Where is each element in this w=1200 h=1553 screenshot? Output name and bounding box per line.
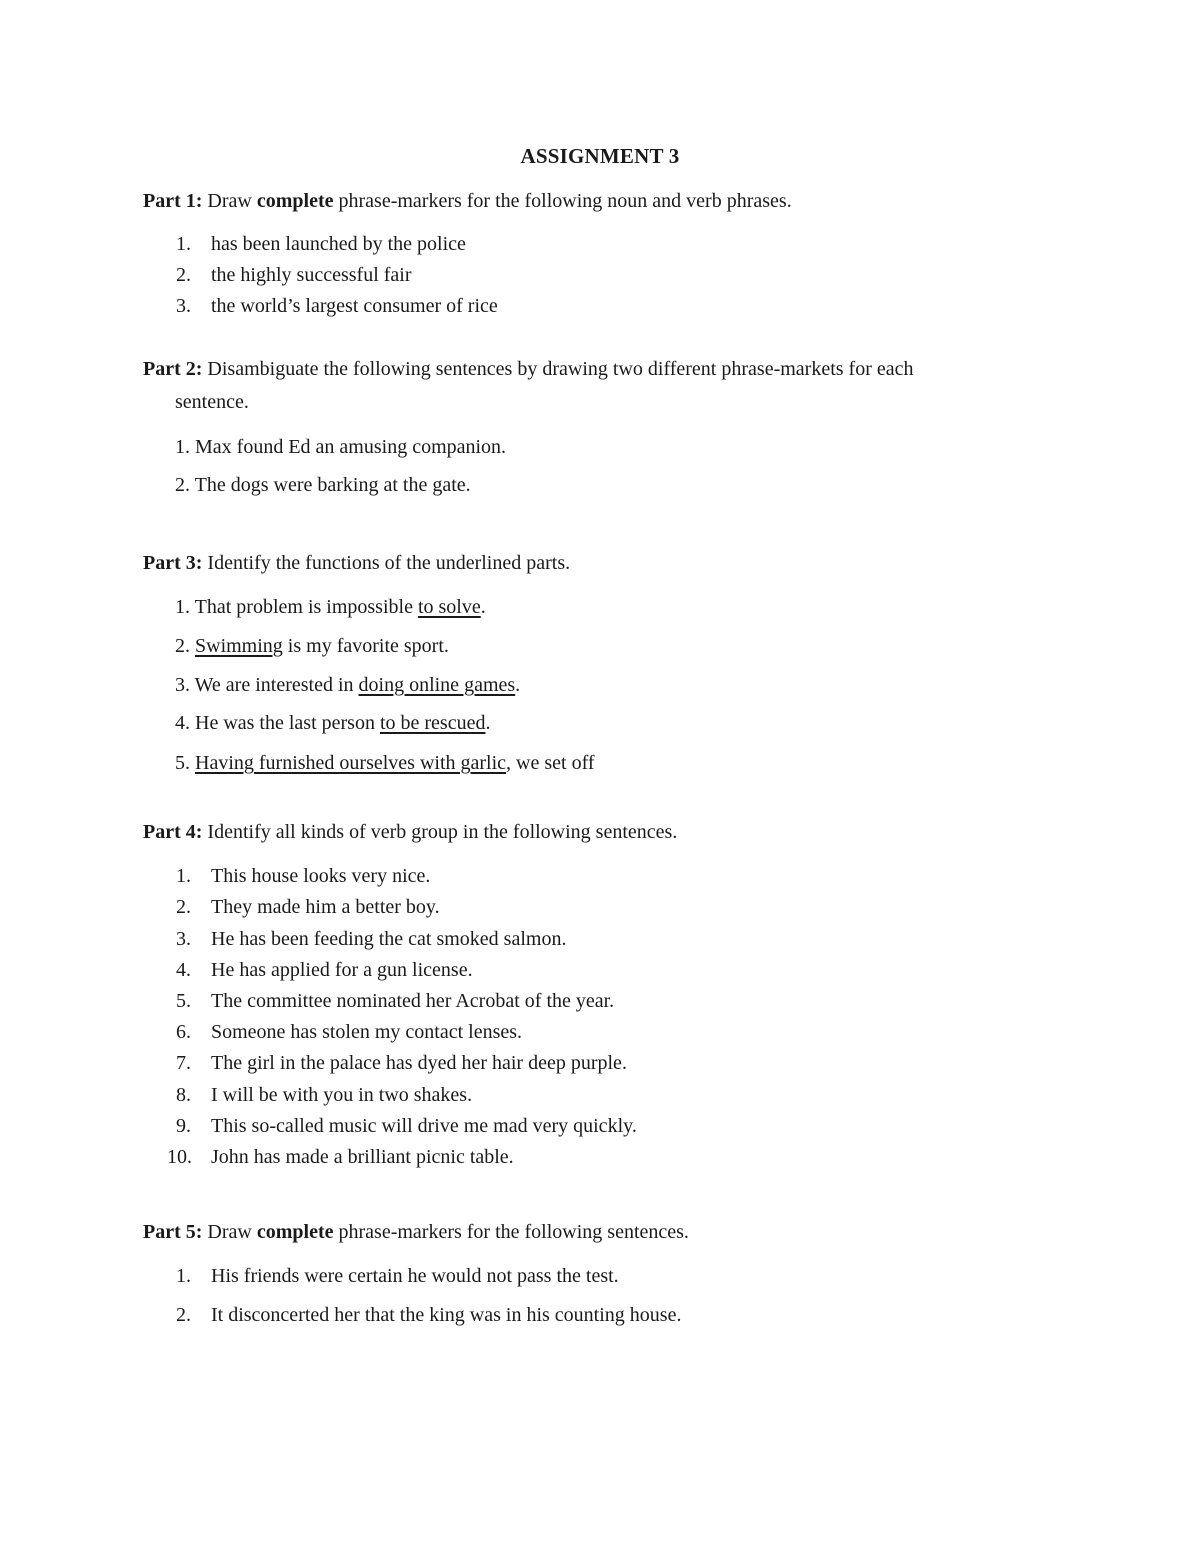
- list-item-number: 1.: [176, 865, 191, 887]
- part3-text: Identify the functions of the underlined parts.: [202, 552, 571, 574]
- part4-text: Identify all kinds of verb group in the following sentences.: [202, 821, 678, 843]
- item-text-post: .: [515, 674, 521, 696]
- part1-text-b: phrase-markers for the following noun and verb phrases.: [333, 190, 792, 212]
- part2-label: Part 2:: [143, 358, 203, 380]
- part2-instruction: [143, 356, 914, 382]
- part5-bold-word: complete: [256, 1221, 334, 1243]
- list-item: has been launched by the police: [211, 233, 466, 255]
- list-item-number: 8.: [176, 1084, 191, 1106]
- underlined-part: Swimming: [195, 635, 283, 657]
- item-text-post: , we set off: [506, 752, 595, 774]
- list-item-number: 4.: [176, 959, 191, 981]
- part2-instruction-continued: sentence.: [175, 391, 249, 413]
- item-text-post: .: [480, 596, 486, 618]
- list-item-number: 1.: [176, 1265, 191, 1287]
- part1-instruction: [143, 188, 792, 214]
- list-item-number: 2.: [176, 896, 191, 918]
- list-item-number: 3.: [176, 295, 191, 317]
- part1-label: Part 1:: [143, 190, 203, 212]
- underlined-part: Having furnished ourselves with garlic: [195, 752, 507, 774]
- item-text-pre: 4. He was the last person: [175, 712, 380, 734]
- list-item: He has been feeding the cat smoked salmon.: [211, 928, 567, 950]
- part3-label: Part 3:: [143, 552, 203, 574]
- underlined-part: to solve: [417, 596, 481, 618]
- item-text-pre: 1. That problem is impossible: [175, 596, 418, 618]
- list-item-number: 1.: [176, 233, 191, 255]
- list-item: This house looks very nice.: [211, 865, 431, 887]
- list-item: It disconcerted her that the king was in his counting house.: [211, 1304, 682, 1326]
- list-item: [175, 633, 449, 659]
- list-item: [175, 710, 490, 736]
- list-item-number: 7.: [176, 1052, 191, 1074]
- item-text-post: .: [485, 712, 491, 734]
- list-item: John has made a brilliant picnic table.: [211, 1146, 514, 1168]
- page-title: ASSIGNMENT 3: [520, 144, 680, 168]
- list-item: 1. Max found Ed an amusing companion.: [175, 436, 507, 458]
- part5-instruction: [143, 1219, 689, 1245]
- list-item-number: 2.: [176, 1304, 191, 1326]
- item-text-pre: 5.: [175, 752, 195, 774]
- list-item-number: 10.: [167, 1146, 192, 1168]
- list-item: [175, 594, 486, 620]
- list-item: The girl in the palace has dyed her hair deep purple.: [211, 1052, 627, 1074]
- part1-bold-word: complete: [256, 190, 334, 212]
- list-item: They made him a better boy.: [211, 896, 440, 918]
- list-item-number: 9.: [176, 1115, 191, 1137]
- list-item: Someone has stolen my contact lenses.: [211, 1021, 523, 1043]
- list-item-number: 6.: [176, 1021, 191, 1043]
- list-item-number: 2.: [176, 264, 191, 286]
- part5-text-a: Draw: [202, 1221, 257, 1243]
- list-item: He has applied for a gun license.: [211, 959, 473, 981]
- list-item: 2. The dogs were barking at the gate.: [175, 474, 471, 496]
- part1-text-a: Draw: [202, 190, 257, 212]
- list-item-number: 5.: [176, 990, 191, 1012]
- part5-label: Part 5:: [143, 1221, 203, 1243]
- list-item: the world’s largest consumer of rice: [211, 295, 498, 317]
- part5-text-b: phrase-markers for the following sentences.: [333, 1221, 689, 1243]
- list-item: I will be with you in two shakes.: [211, 1084, 473, 1106]
- list-item: [175, 672, 520, 698]
- item-text-pre: 2.: [175, 635, 195, 657]
- underlined-part: to be rescued: [379, 712, 486, 734]
- list-item: The committee nominated her Acrobat of the year.: [211, 990, 615, 1012]
- part3-instruction: [143, 550, 570, 576]
- part4-instruction: [143, 819, 677, 845]
- part4-label: Part 4:: [143, 821, 203, 843]
- list-item-number: 3.: [176, 928, 191, 950]
- item-text-post: is my favorite sport.: [282, 635, 449, 657]
- list-item: His friends were certain he would not pass the test.: [211, 1265, 619, 1287]
- list-item: This so-called music will drive me mad very quickly.: [211, 1115, 637, 1137]
- item-text-pre: 3. We are interested in: [175, 674, 359, 696]
- list-item: [175, 750, 595, 776]
- part2-text-line1: Disambiguate the following sentences by drawing two different phrase-markets for each: [202, 358, 914, 380]
- underlined-part: doing online games: [358, 674, 516, 696]
- list-item: the highly successful fair: [211, 264, 412, 286]
